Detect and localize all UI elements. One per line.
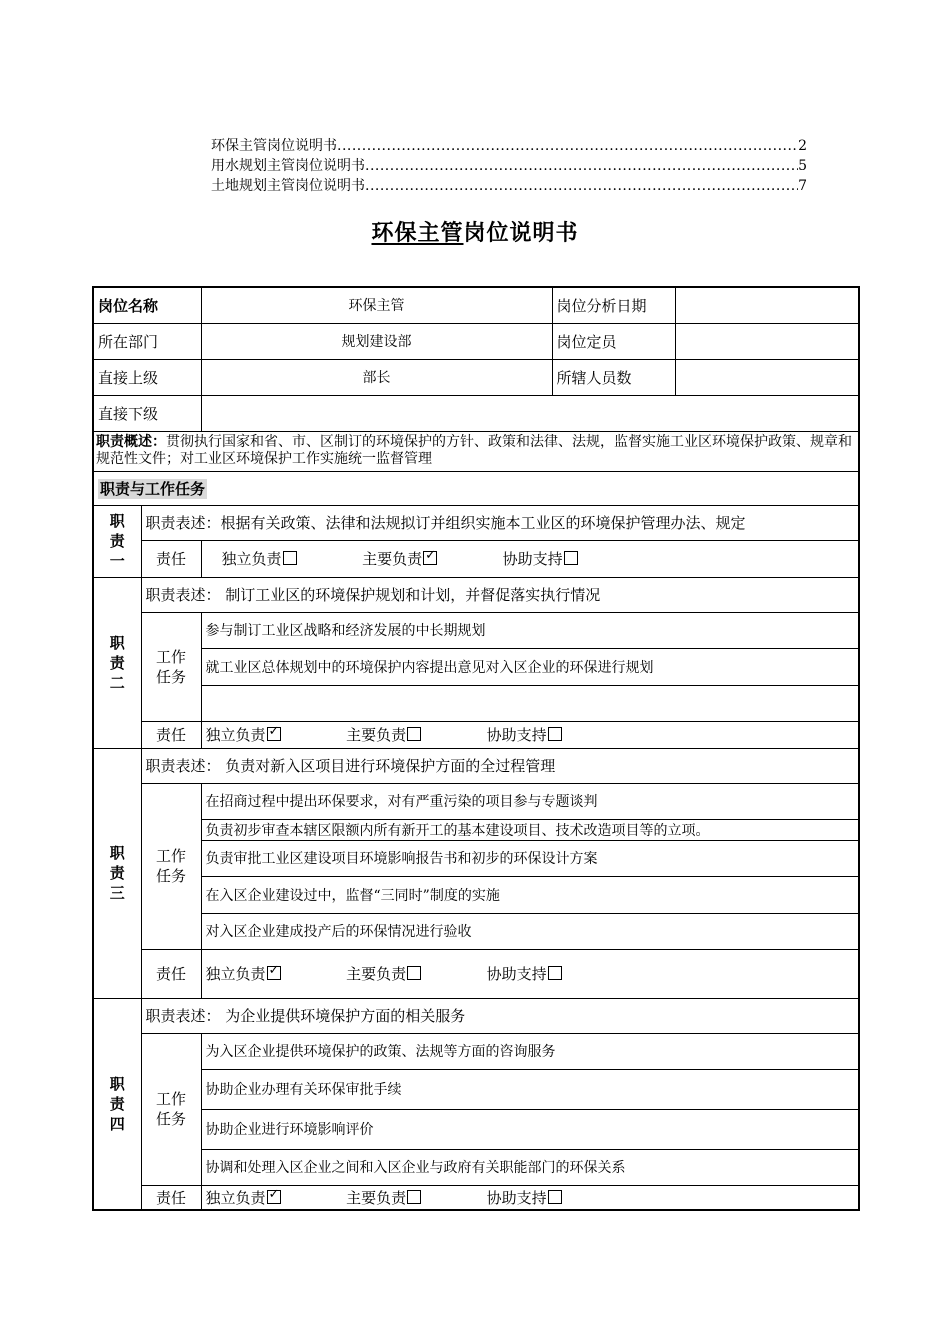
document-title bbox=[0, 216, 950, 247]
task-item: 就工业区总体规划中的环境保护内容提出意见对入区企业的环保进行规划 bbox=[201, 648, 859, 685]
analysis-date-label: 岗位分析日期 bbox=[552, 287, 675, 323]
summary-text: 贯彻执行国家和省、市、区制订的环境保护的方针、政策和法律、法规，监督实施工业区环境保护政策、规章和规范性文件；对工业区环境保护工作实施统一监督管理 bbox=[96, 434, 852, 467]
assist-label: 协助支持 bbox=[502, 550, 563, 568]
summary-row bbox=[93, 431, 859, 471]
assist-checkbox[interactable] bbox=[548, 966, 562, 980]
task-item: 协调和处理入区企业之间和入区企业与政府有关职能部门的环保关系 bbox=[201, 1149, 859, 1185]
summary-label: 职责概述： bbox=[96, 434, 166, 450]
main-checkbox[interactable] bbox=[407, 1190, 421, 1204]
tasks-label-text: 工作 任务 bbox=[156, 847, 187, 885]
duty-desc-label: 职责表述： bbox=[145, 586, 221, 604]
main-label: 主要负责 bbox=[346, 1188, 407, 1207]
job-description-sheet bbox=[92, 286, 858, 1211]
duty-label bbox=[93, 505, 141, 577]
resp-label: 责任 bbox=[141, 540, 201, 577]
resp-label: 责任 bbox=[141, 949, 201, 998]
subordinate-label: 直接下级 bbox=[93, 395, 201, 431]
duty-label-text: 职 责 三 bbox=[109, 844, 125, 902]
duty-resp-row bbox=[93, 1185, 859, 1210]
toc-entry[interactable] bbox=[211, 156, 807, 176]
independent-checkbox[interactable] bbox=[267, 1190, 281, 1204]
independent-label: 独立负责 bbox=[221, 550, 282, 568]
independent-checkbox[interactable] bbox=[283, 551, 297, 565]
assist-label: 协助支持 bbox=[486, 1188, 547, 1207]
toc-entry-page: 7 bbox=[798, 178, 807, 194]
main-checkbox[interactable] bbox=[407, 966, 421, 980]
duty-desc-label: 职责表述： bbox=[145, 757, 221, 775]
duty-desc-text: 负责对新入区项目进行环境保护方面的全过程管理 bbox=[220, 757, 556, 775]
job-description-table bbox=[92, 286, 860, 1211]
duty-label bbox=[93, 998, 141, 1210]
resp-label: 责任 bbox=[141, 1185, 201, 1210]
task-row bbox=[93, 1149, 859, 1185]
assist-checkbox[interactable] bbox=[548, 727, 562, 741]
task-item: 参与制订工业区战略和经济发展的中长期规划 bbox=[201, 612, 859, 648]
duty-resp-row bbox=[93, 949, 859, 998]
task-item: 负责初步审查本辖区限额内所有新开工的基本建设项目、技术改造项目等的立项。 bbox=[201, 819, 859, 840]
header-row bbox=[93, 323, 859, 359]
header-row bbox=[93, 395, 859, 431]
subordinates-count-label: 所辖人员数 bbox=[552, 359, 675, 395]
duty-desc-text: 根据有关政策、法律和法规拟订并组织实施本工业区的环境保护管理办法、规定 bbox=[220, 514, 746, 532]
toc-leader-dots bbox=[365, 176, 798, 196]
task-row bbox=[93, 648, 859, 685]
task-row bbox=[93, 913, 859, 949]
toc-entry[interactable] bbox=[211, 176, 807, 196]
main-label: 主要负责 bbox=[346, 965, 407, 983]
toc-entry-title: 土地规划主管岗位说明书 bbox=[211, 178, 365, 194]
tasks-label bbox=[141, 612, 201, 721]
task-row bbox=[93, 612, 859, 648]
duties-header: 职责与工作任务 bbox=[100, 479, 206, 498]
toc-leader-dots bbox=[337, 136, 798, 156]
task-item: 协助企业办理有关环保审批手续 bbox=[201, 1069, 859, 1109]
task-row bbox=[93, 1109, 859, 1149]
duties-header-cell bbox=[93, 471, 859, 505]
header-row bbox=[93, 287, 859, 323]
duties-header-row bbox=[93, 471, 859, 505]
document-title-rest: 岗位说明书 bbox=[463, 220, 579, 246]
assist-checkbox[interactable] bbox=[564, 551, 578, 565]
task-item: 协助企业进行环境影响评价 bbox=[201, 1109, 859, 1149]
toc-entry-page: 5 bbox=[798, 158, 807, 174]
position-label: 岗位名称 bbox=[93, 287, 201, 323]
task-row bbox=[93, 876, 859, 913]
duty-desc-cell bbox=[141, 748, 859, 783]
superior-value[interactable]: 部长 bbox=[201, 359, 552, 395]
headcount-label: 岗位定员 bbox=[552, 323, 675, 359]
header-row bbox=[93, 359, 859, 395]
duty-resp-row bbox=[93, 540, 859, 577]
headcount-value[interactable] bbox=[675, 323, 859, 359]
task-row bbox=[93, 840, 859, 876]
tasks-label bbox=[141, 783, 201, 949]
summary-cell bbox=[93, 431, 859, 471]
duty-label-text: 职 责 二 bbox=[109, 633, 125, 692]
document-title-underlined: 环保主管 bbox=[371, 220, 464, 246]
toc-entry-title: 环保主管岗位说明书 bbox=[211, 138, 337, 154]
duty-resp-row bbox=[93, 721, 859, 748]
task-item: 为入区企业提供环境保护的政策、法规等方面的咨询服务 bbox=[201, 1033, 859, 1069]
resp-options bbox=[201, 721, 859, 748]
duty-desc-row bbox=[93, 505, 859, 540]
analysis-date-value[interactable] bbox=[675, 287, 859, 323]
duty-desc-text: 为企业提供环境保护方面的相关服务 bbox=[220, 1007, 466, 1025]
task-item bbox=[201, 685, 859, 721]
task-row bbox=[93, 685, 859, 721]
duty-label bbox=[93, 748, 141, 998]
duty-desc-row bbox=[93, 748, 859, 783]
subordinates-count-value[interactable] bbox=[675, 359, 859, 395]
tasks-label-text: 工作 任务 bbox=[156, 1090, 187, 1128]
main-label: 主要负责 bbox=[362, 550, 423, 568]
independent-checkbox[interactable] bbox=[267, 727, 281, 741]
toc-entry[interactable] bbox=[211, 136, 807, 156]
duty-desc-cell bbox=[141, 577, 859, 612]
duty-label-text: 职 责 一 bbox=[109, 512, 125, 570]
duty-label bbox=[93, 577, 141, 748]
independent-label: 独立负责 bbox=[205, 1188, 266, 1207]
task-row bbox=[93, 1069, 859, 1109]
resp-options bbox=[201, 540, 859, 577]
task-item: 负责审批工业区建设项目环境影响报告书和初步的环保设计方案 bbox=[201, 840, 859, 876]
superior-label: 直接上级 bbox=[93, 359, 201, 395]
assist-checkbox[interactable] bbox=[548, 1190, 562, 1204]
toc-entry-title: 用水规划主管岗位说明书 bbox=[211, 158, 365, 174]
independent-checkbox[interactable] bbox=[267, 966, 281, 980]
subordinate-value[interactable] bbox=[201, 395, 859, 431]
main-checkbox[interactable] bbox=[423, 551, 437, 565]
resp-label: 责任 bbox=[141, 721, 201, 748]
dept-value[interactable]: 规划建设部 bbox=[201, 323, 552, 359]
duty-label-text: 职 责 四 bbox=[109, 1074, 125, 1133]
independent-label: 独立负责 bbox=[205, 726, 266, 744]
main-label: 主要负责 bbox=[346, 726, 407, 744]
task-item: 对入区企业建成投产后的环保情况进行验收 bbox=[201, 913, 859, 949]
duty-desc-text: 制订工业区的环境保护规划和计划，并督促落实执行情况 bbox=[220, 586, 601, 604]
duty-desc-cell bbox=[141, 505, 859, 540]
toc-entry-page: 2 bbox=[798, 138, 807, 154]
assist-label: 协助支持 bbox=[486, 965, 547, 983]
position-value[interactable]: 环保主管 bbox=[201, 287, 552, 323]
independent-label: 独立负责 bbox=[205, 965, 266, 983]
duty-desc-row bbox=[93, 577, 859, 612]
tasks-label-text: 工作 任务 bbox=[156, 647, 187, 686]
task-row bbox=[93, 783, 859, 819]
main-checkbox[interactable] bbox=[407, 727, 421, 741]
task-item: 在招商过程中提出环保要求，对有严重污染的项目参与专题谈判 bbox=[201, 783, 859, 819]
task-row bbox=[93, 819, 859, 840]
dept-label: 所在部门 bbox=[93, 323, 201, 359]
tasks-label bbox=[141, 1033, 201, 1185]
table-of-contents bbox=[211, 136, 807, 196]
resp-options bbox=[201, 1185, 859, 1210]
toc-leader-dots bbox=[365, 156, 798, 176]
duty-desc-label: 职责表述： bbox=[145, 1007, 221, 1025]
assist-label: 协助支持 bbox=[486, 726, 547, 744]
duty-desc-row bbox=[93, 998, 859, 1033]
duty-desc-cell bbox=[141, 998, 859, 1033]
task-item: 在入区企业建设过中，监督“三同时”制度的实施 bbox=[201, 876, 859, 913]
resp-options bbox=[201, 949, 859, 998]
task-row bbox=[93, 1033, 859, 1069]
duty-desc-label: 职责表述： bbox=[145, 514, 221, 532]
